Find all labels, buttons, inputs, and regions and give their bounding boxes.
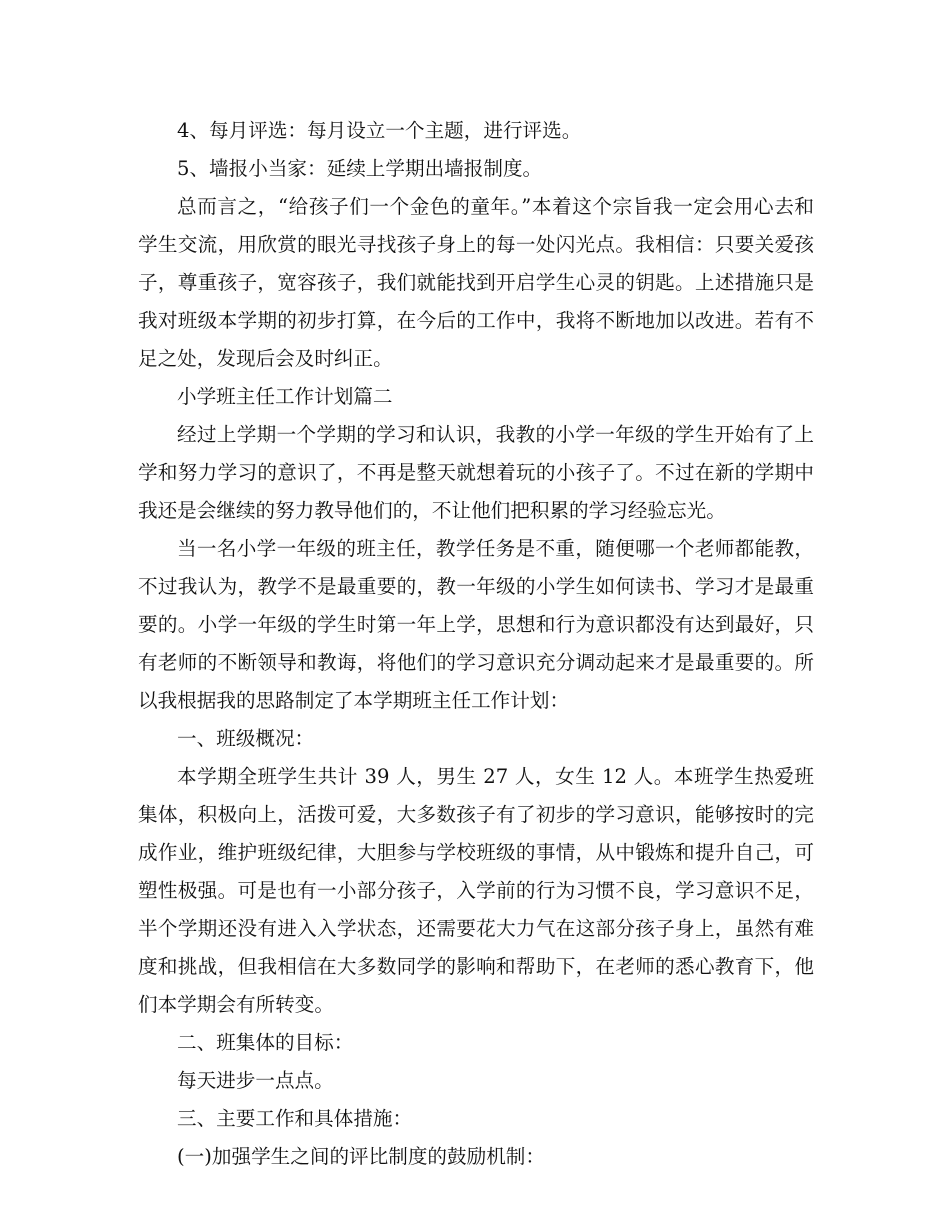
section-title-plan-two: 小学班主任工作计划篇二 [177,385,393,408]
heading-class-overview: 一、班级概况： [177,727,315,750]
heading-class-goal: 二、班集体的目标： [177,1031,354,1054]
class-overview-paragraph: 本学期全班学生共计 39 人，男生 27 人，女生 12 人。本班学生热爱班集体，积极向上，活拨可爱，大多数孩子有了初步的学习意识，能够按时的完成作业，维护班级纪律，大胆参与学校班级的事情，从中锻炼和提升自己，可塑性极强。可是也有一小部分孩子，入学前的行为习惯不良，学习意识不足，半个学期还没有进入入学状态，还需要花大力气在这部分孩子身上，虽然有难度和挑战，但我相信在大多数同学的影响和帮助下，在老师的悉心教育下，他们本学期会有所转变。 [138,765,814,1016]
heading-main-work: 三、主要工作和具体措施： [177,1107,413,1130]
document-page [138,112,814,1176]
intro-paragraph-1: 经过上学期一个学期的学习和认识，我教的小学一年级的学生开始有了上学和努力学习的意识了，不再是整天就想着玩的小孩子了。不过在新的学期中我还是会继续的努力教导他们的，不让他们把积累的学习经验忘光。 [138,423,814,522]
summary-paragraph: 总而言之，“给孩子们一个金色的童年。”本着这个宗旨我一定会用心去和学生交流，用欣赏的眼光寻找孩子身上的每一处闪光点。我相信：只要关爱孩子，尊重孩子，宽容孩子，我们就能找到开启学生心灵的钥匙。上述措施只是我对班级本学期的初步打算，在今后的工作中，我将不断地加以改进。若有不足之处，发现后会及时纠正。 [138,195,814,370]
sub-heading-evaluation: (一)加强学生之间的评比制度的鼓励机制： [177,1145,545,1168]
list-item-monthly-selection: 4、每月评选：每月设立一个主题，进行评选。 [177,119,582,142]
list-item-wall-newspaper: 5、墙报小当家：延续上学期出墙报制度。 [177,157,543,180]
intro-paragraph-2: 当一名小学一年级的班主任，教学任务是不重，随便哪一个老师都能教，不过我认为，教学不是最重要的，教一年级的小学生如何读书、学习才是最重要的。小学一年级的学生时第一年上学，思想和行为意识都没有达到最好，只有老师的不断领导和教诲，将他们的学习意识充分调动起来才是最重要的。所以我根据我的思路制定了本学期班主任工作计划： [138,537,814,712]
goal-paragraph: 每天进步一点点。 [177,1069,334,1092]
